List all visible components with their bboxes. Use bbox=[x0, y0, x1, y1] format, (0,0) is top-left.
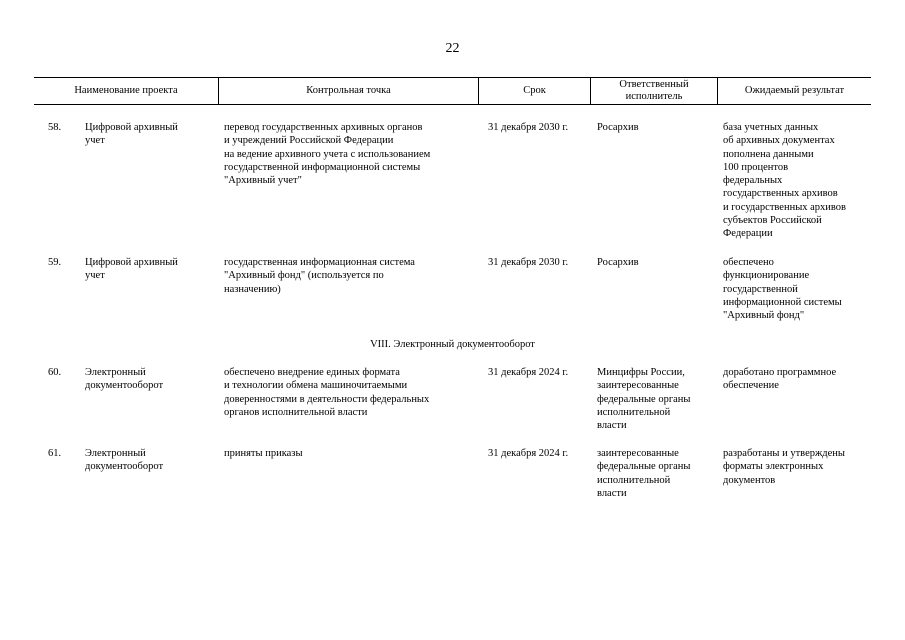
responsible-text: Росархив bbox=[597, 122, 639, 133]
responsible-text: заинтересованные федеральные органы исполнительной власти bbox=[597, 448, 691, 499]
result-text: разработаны и утверждены форматы электронных документов bbox=[723, 448, 845, 486]
project-name: Цифровой архивный учет bbox=[85, 257, 178, 282]
header-bottom-rule bbox=[34, 104, 871, 105]
project-name: Цифровой архивный учет bbox=[85, 122, 178, 147]
checkpoint-text: обеспечено внедрение единых формата и технологии обмена машиночитаемыми доверенностями в деятельности федеральных органов исполнительной власти bbox=[224, 367, 430, 418]
page-number: 22 bbox=[445, 41, 460, 56]
result-text: доработано программное обеспечение bbox=[723, 367, 837, 392]
row-number: 61. bbox=[48, 448, 62, 459]
header-expected-result: Ожидаемый результат bbox=[744, 84, 845, 96]
responsible-text: Минцифры России, заинтересованные федеральные органы исполнительной власти bbox=[597, 367, 691, 432]
header-responsible: Ответственный исполнитель bbox=[619, 78, 689, 102]
deadline-text: 31 декабря 2024 г. bbox=[488, 448, 569, 459]
row-number: 60. bbox=[48, 367, 62, 378]
project-name: Электронный документооборот bbox=[85, 448, 164, 473]
header-deadline: Срок bbox=[523, 84, 546, 96]
row-number: 58. bbox=[48, 122, 62, 133]
section-title: VIII. Электронный документооборот bbox=[370, 339, 535, 350]
deadline-text: 31 декабря 2024 г. bbox=[488, 367, 569, 378]
checkpoint-text: приняты приказы bbox=[224, 448, 303, 459]
checkpoint-text: государственная информационная система "Архивный фонд" (используется по назначению) bbox=[224, 257, 415, 295]
result-text: обеспечено функционирование государственной информационной системы "Архивный фонд" bbox=[723, 257, 842, 322]
project-name: Электронный документооборот bbox=[85, 367, 164, 392]
result-text: база учетных данных об архивных документах пополнена данными 100 процентов федеральных государственных архивов и государственных архивов субъектов Российской Федерации bbox=[723, 122, 847, 240]
responsible-text: Росархив bbox=[597, 257, 639, 268]
checkpoint-text: перевод государственных архивных органов и учреждений Российской Федерации на ведение архивного учета с использованием государственной информационной системы "Архивный учет" bbox=[224, 122, 431, 187]
header-project-name: Наименование проекта bbox=[74, 84, 178, 96]
deadline-text: 31 декабря 2030 г. bbox=[488, 257, 569, 268]
row-number: 59. bbox=[48, 257, 62, 268]
header-checkpoint: Контрольная точка bbox=[306, 84, 391, 96]
deadline-text: 31 декабря 2030 г. bbox=[488, 122, 569, 133]
